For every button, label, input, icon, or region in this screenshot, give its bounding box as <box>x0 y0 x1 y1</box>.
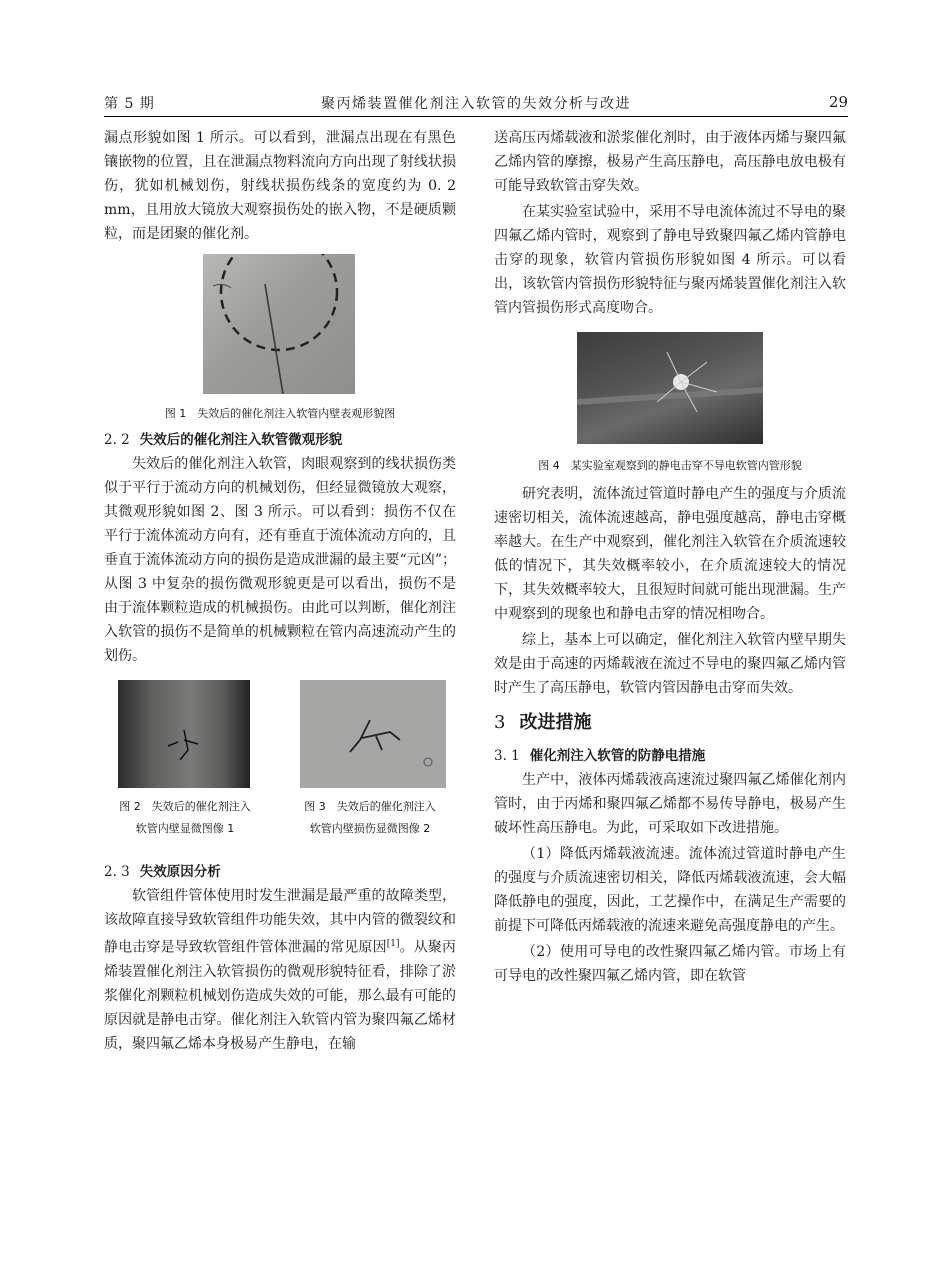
paragraph: （2）使用可导电的改性聚四氟乙烯内管。市场上有可导电的改性聚四氟乙烯内管，即在软管 <box>494 944 846 984</box>
section-3-heading <box>494 708 846 738</box>
paragraph: （1）降低丙烯载液流速。流体流过管道时静电产生的强度与介质流速密切相关，降低丙烯载液流速，会大幅降低静电的强度，因此，工艺操作中，在满足生产需要的前提下可降低丙烯载液的流速来避免高强度静电的产生。 <box>494 846 846 934</box>
right-column <box>494 126 846 988</box>
figure-3-caption: 图 3 失效后的催化剂注入 软管内壁损伤显微图像 2 <box>304 800 436 835</box>
running-title: 聚丙烯装置催化剂注入软管的失效分析与改进 <box>321 96 631 112</box>
leak-point-photo <box>203 254 355 394</box>
figures-2-3 <box>104 680 456 856</box>
running-header <box>104 93 848 115</box>
figure-4 <box>494 332 846 478</box>
section-title: 失效后的催化剂注入软管微观形貌 <box>139 432 343 448</box>
section-title: 失效原因分析 <box>139 864 221 880</box>
paragraph: 漏点形貌如图 1 所示。可以看到，泄漏点出现在有黑色镶嵌物的位置，且在泄漏点物料流向方向出现了射线状损伤，犹如机械划伤，射线状损伤线条的宽度约为 0. 2 mm，且用放大镜放大观察损伤处的嵌入物，不是硬质颗粒，而是团聚的催化剂。 <box>104 130 456 242</box>
left-column <box>104 126 456 1056</box>
figure-2-caption: 图 2 失效后的催化剂注入 软管内壁显微图像 1 <box>119 800 251 835</box>
figure-1-image <box>203 254 355 394</box>
issue-number: 第 5 期 <box>104 96 155 112</box>
section-number: 3 <box>494 712 506 733</box>
header-rule <box>104 116 848 117</box>
micro-image-1 <box>118 680 250 788</box>
section-3-1-heading <box>494 744 846 768</box>
figure-3-image <box>300 680 446 788</box>
page-number: 29 <box>828 93 848 111</box>
paragraph: 软管组件管体使用时发生泄漏是最严重的故障类型，该故障直接导致软管组件功能失效，其中内管的微裂纹和静电击穿是导致软管组件管体泄漏的常见原因[1]。从聚丙烯装置催化剂注入软管损伤的微观形貌特征看，排除了淤浆催化剂颗粒机械划伤造成失效的可能，那么最有可能的原因就是静电击穿。催化剂注入软管内管为聚四氟乙烯材质，聚四氟乙烯本身极易产生静电，在输 <box>104 888 457 1052</box>
paragraph: 送高压丙烯载液和淤浆催化剂时，由于液体丙烯与聚四氟乙烯内管的摩擦，极易产生高压静电，高压静电放电极有可能导致软管击穿失效。 <box>494 130 846 194</box>
breakdown-photo <box>577 332 763 444</box>
figure-4-caption: 图 4 某实验室观察到的静电击穿不导电软管内管形貌 <box>538 459 802 472</box>
paragraph: 在某实验室试验中，采用不导电流体流过不导电的聚四氟乙烯内管时，观察到了静电导致聚四氟乙烯内管静电击穿的现象，软管内管损伤形貌如图 4 所示。可以看出，该软管内管损伤形貌特征与聚丙烯装置催化剂注入软管内管损伤形式高度吻合。 <box>494 204 846 316</box>
paragraph: 研究表明，流体流过管道时静电产生的强度与介质流速密切相关，流体流速越高，静电强度越高，静电击穿概率越大。在生产中观察到，催化剂注入软管在介质流速较低的情况下，其失效概率较小，在介质流速较大的情况下，其失效概率较大，且很短时间就可能出现泄漏。生产中观察到的现象也和静电击穿的情况相吻合。 <box>494 486 846 622</box>
section-2-3-heading <box>104 860 456 884</box>
paragraph: 生产中，液体丙烯载液高速流过聚四氟乙烯催化剂内管时，由于丙烯和聚四氟乙烯都不易传导静电，极易产生破坏性高压静电。为此，可采取如下改进措施。 <box>494 772 846 836</box>
section-2-2-heading <box>104 428 456 452</box>
section-number: 3. 1 <box>494 748 520 764</box>
figure-1-caption: 图 1 失效后的催化剂注入软管内壁表观形貌图 <box>164 407 396 420</box>
citation-ref: [1] <box>386 939 400 949</box>
section-number: 2. 2 <box>104 432 130 448</box>
paragraph: 综上，基本上可以确定，催化剂注入软管内壁早期失效是由于高速的丙烯载液在流过不导电的聚四氟乙烯内管时产生了高压静电，软管内管因静电击穿而失效。 <box>494 632 846 696</box>
figure-2-image <box>118 680 250 788</box>
figure-1 <box>104 254 456 426</box>
section-title: 催化剂注入软管的防静电措施 <box>529 748 706 764</box>
section-number: 2. 3 <box>104 864 130 880</box>
section-title: 改进措施 <box>519 712 592 733</box>
micro-image-2 <box>300 680 446 788</box>
paragraph: 失效后的催化剂注入软管，肉眼观察到的线状损伤类似于平行于流动方向的机械划伤，但经显微镜放大观察，其微观形貌如图 2、图 3 所示。可以看到：损伤不仅在平行于流体流动方向有，还有垂直于流体流动方向的，且垂直于流体流动方向的损伤是造成泄漏的最主要“元凶”；从图 3 中复杂的损伤微观形貌更是可以看出，损伤不是由于流体颗粒造成的机械损伤。由此可以判断，催化剂注入软管的损伤不是简单的机械颗粒在管内高速流动产生的划伤。 <box>104 456 456 664</box>
figure-4-image <box>577 332 763 444</box>
